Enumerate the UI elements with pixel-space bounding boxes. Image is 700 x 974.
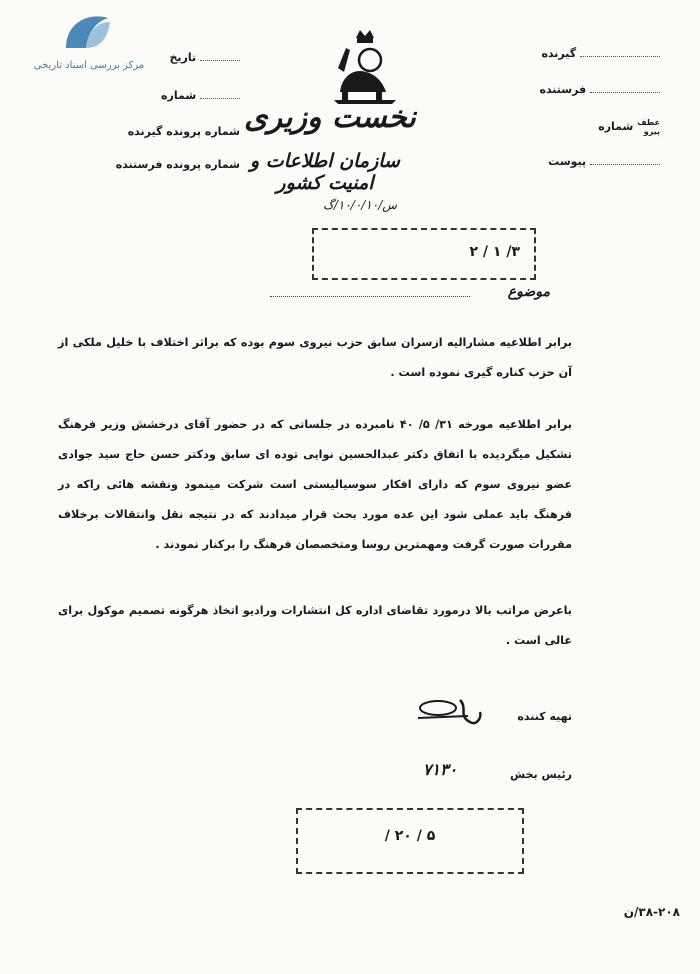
top-stamp (312, 228, 536, 280)
archive-logo (14, 8, 164, 70)
handwritten-signature (408, 694, 488, 730)
number-line-left (200, 88, 240, 99)
signer-label: تهیه کننده (517, 710, 572, 723)
receiver-line (580, 46, 660, 57)
chief-label: رئیس بخش (510, 768, 572, 781)
paragraph-2: برابر اطلاعیه مورخه ۳۱/ ۵/ ۴۰ نامبرده در جلساتی که در حضور آقای درخشش وزیر فرهنگ تشکیل میگردیده با اتفاق دکتر عبدالحسین نوایی توده ای سابق ودکتر حسن حاج سید جوادی عضو نیروی سوم که دارای افکار سوسیالیستی است شرکت مینمود ونقشه هائی راکه در فرهنگ باید عملی شود این عده مورد بحث قرار میدادند که در نتیجه نقل وانتقالات برخلاف مقررات صورت گرفت ومهمترین روسا ومتخصصان فرهنگ را برکنار نمودند . (58, 418, 572, 551)
receiver-field (520, 46, 660, 60)
sender-label: فرستنده (539, 83, 587, 96)
number-label-left: شماره (161, 89, 197, 102)
number-label-right: شماره (598, 120, 634, 133)
top-stamp-text: ۳/ ۱ / ۲ (469, 244, 520, 260)
number-sub-top: عطف (637, 118, 660, 127)
attachment-line (590, 154, 660, 165)
number-sublabels (637, 118, 660, 136)
attachment-field (520, 154, 660, 168)
chief-number: ۷۱۳۰ (422, 760, 458, 779)
archive-emblem-icon (58, 8, 114, 58)
date-line (200, 50, 240, 61)
recipient-file-field (120, 125, 240, 138)
date-field (150, 50, 240, 64)
footer-code: ۳۸-۲۰۸/ن (623, 905, 680, 919)
archive-org-name: مرکز بررسی اسناد تاریخی (33, 60, 145, 71)
bottom-stamp-text: ۵ / ۲۰ / (384, 828, 436, 844)
attachment-label: پیوست (548, 155, 587, 168)
ministry-title: نخست وزیری (244, 100, 416, 135)
recipient-file-label: شماره پرونده گیرنده (127, 125, 240, 138)
sender-field (520, 82, 660, 96)
sender-line (590, 82, 660, 93)
paragraph-1: برابر اطلاعیه مشارالیه ازسران سابق حزب نیروی سوم بوده که براثر اختلاف با خلیل ملکی از آن حزب کناره گیری نموده است . (58, 336, 572, 379)
number-field-left (150, 88, 240, 102)
sender-file-label: شماره پرونده فرستنده (115, 158, 240, 171)
bottom-stamp (296, 808, 524, 874)
lion-and-sun-icon (330, 28, 400, 106)
number-sub-bottom: پیرو (643, 127, 660, 136)
subject-line (270, 296, 470, 297)
paragraph-3: باعرض مراتب بالا درمورد تقاضای اداره کل انتشارات ورادیو اتخاذ هرگونه تصمیم موکول برای عالی است . (58, 604, 572, 647)
receiver-label: گیرنده (541, 47, 577, 60)
organization-title: سازمان اطلاعات و امنیت کشور (250, 150, 400, 194)
document-code: س/۱۰/۰/۱۰/گ (323, 198, 397, 212)
sender-file-field (115, 158, 240, 171)
subject-label: موضوع (507, 284, 550, 300)
date-label: تاریخ (169, 51, 197, 64)
number-field-right (520, 118, 660, 136)
